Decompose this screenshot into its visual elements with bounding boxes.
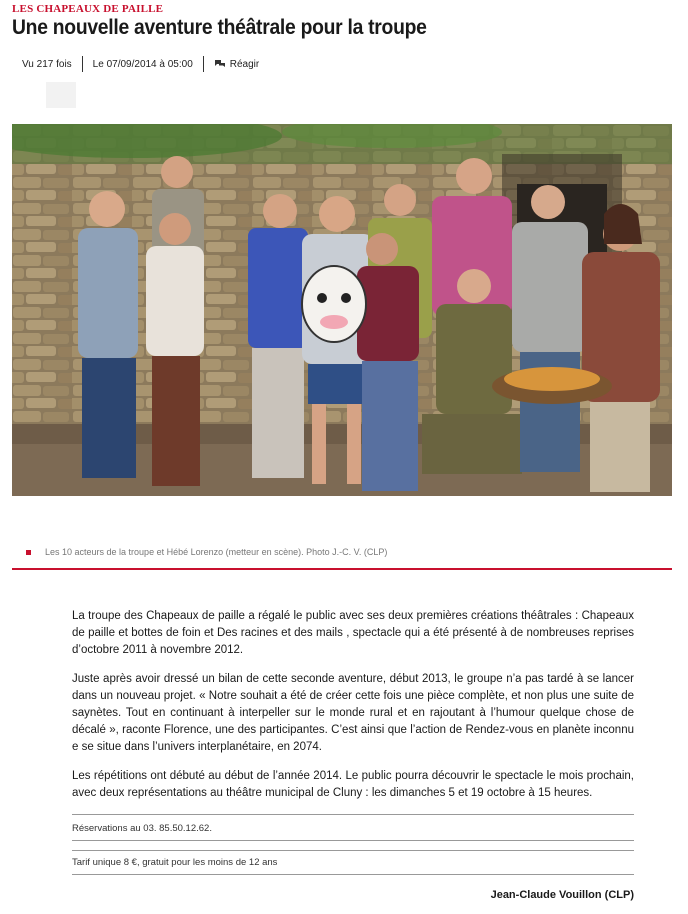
article-body bbox=[72, 608, 634, 814]
publish-date: Le 07/09/2014 à 05:00 bbox=[92, 58, 193, 70]
react-link[interactable] bbox=[214, 59, 259, 70]
photo-caption-row bbox=[12, 547, 672, 557]
group-photo-illustration bbox=[12, 124, 672, 496]
caption-bullet bbox=[26, 550, 31, 555]
info-divider bbox=[72, 850, 634, 851]
meta-divider bbox=[82, 56, 83, 72]
view-count: Vu 217 fois bbox=[22, 58, 72, 70]
tarif-info: Tarif unique 8 €, gratuit pour les moins de 12 ans bbox=[72, 857, 278, 868]
react-label: Réagir bbox=[229, 58, 260, 70]
paragraph-1: La troupe des Chapeaux de paille a régalé le public avec ses deux premières créations théâtrales : Chapeaux de paille et bottes de foin et Des racines et des mails , spectacle qui a été présenté à de nombreuses reprises d’octobre 2011 à novembre 2012. bbox=[72, 610, 634, 656]
reservation-info: Réservations au 03. 85.50.12.62. bbox=[72, 823, 212, 834]
article-meta bbox=[22, 56, 259, 72]
author-byline: Jean-Claude Vouillon (CLP) bbox=[490, 889, 634, 901]
photo-caption: Les 10 acteurs de la troupe et Hébé Lorenzo (metteur en scène). Photo J.-C. V. (CLP) bbox=[45, 547, 388, 557]
article-photo[interactable] bbox=[12, 124, 672, 496]
paragraph-2: Juste après avoir dressé un bilan de cette seconde aventure, début 2013, le groupe n’a pas tardé à se lancer dans un nouveau projet. « Notre souhait a été de créer cette fois une pièce complète, et non plus une suite de saynètes. Tout en continuant à interpeller sur le monde rural et en rajoutant à l’humour quelque chose de décalé », raconte Florence, une des participantes. C’est ainsi que l’action de Rendez-vous en planète inconnu e se situe dans l’univers interplanétaire, en 2074. bbox=[72, 673, 634, 753]
info-divider bbox=[72, 874, 634, 875]
section-divider bbox=[12, 568, 672, 570]
watermark-icon bbox=[44, 80, 78, 110]
info-divider bbox=[72, 814, 634, 815]
paragraph-3: Les répétitions ont débuté au début de l’année 2014. Le public pourra découvrir le spectacle le mois prochain, avec deux représentations au théâtre municipal de Cluny : les dimanches 5 et 19 octobre à 15 heures. bbox=[72, 770, 634, 799]
section-kicker[interactable]: LES CHAPEAUX DE PAILLE bbox=[12, 3, 164, 15]
meta-divider bbox=[203, 56, 204, 72]
speech-bubbles-icon bbox=[214, 59, 226, 69]
info-divider bbox=[72, 840, 634, 841]
article-title: Une nouvelle aventure théâtrale pour la troupe bbox=[12, 16, 427, 39]
